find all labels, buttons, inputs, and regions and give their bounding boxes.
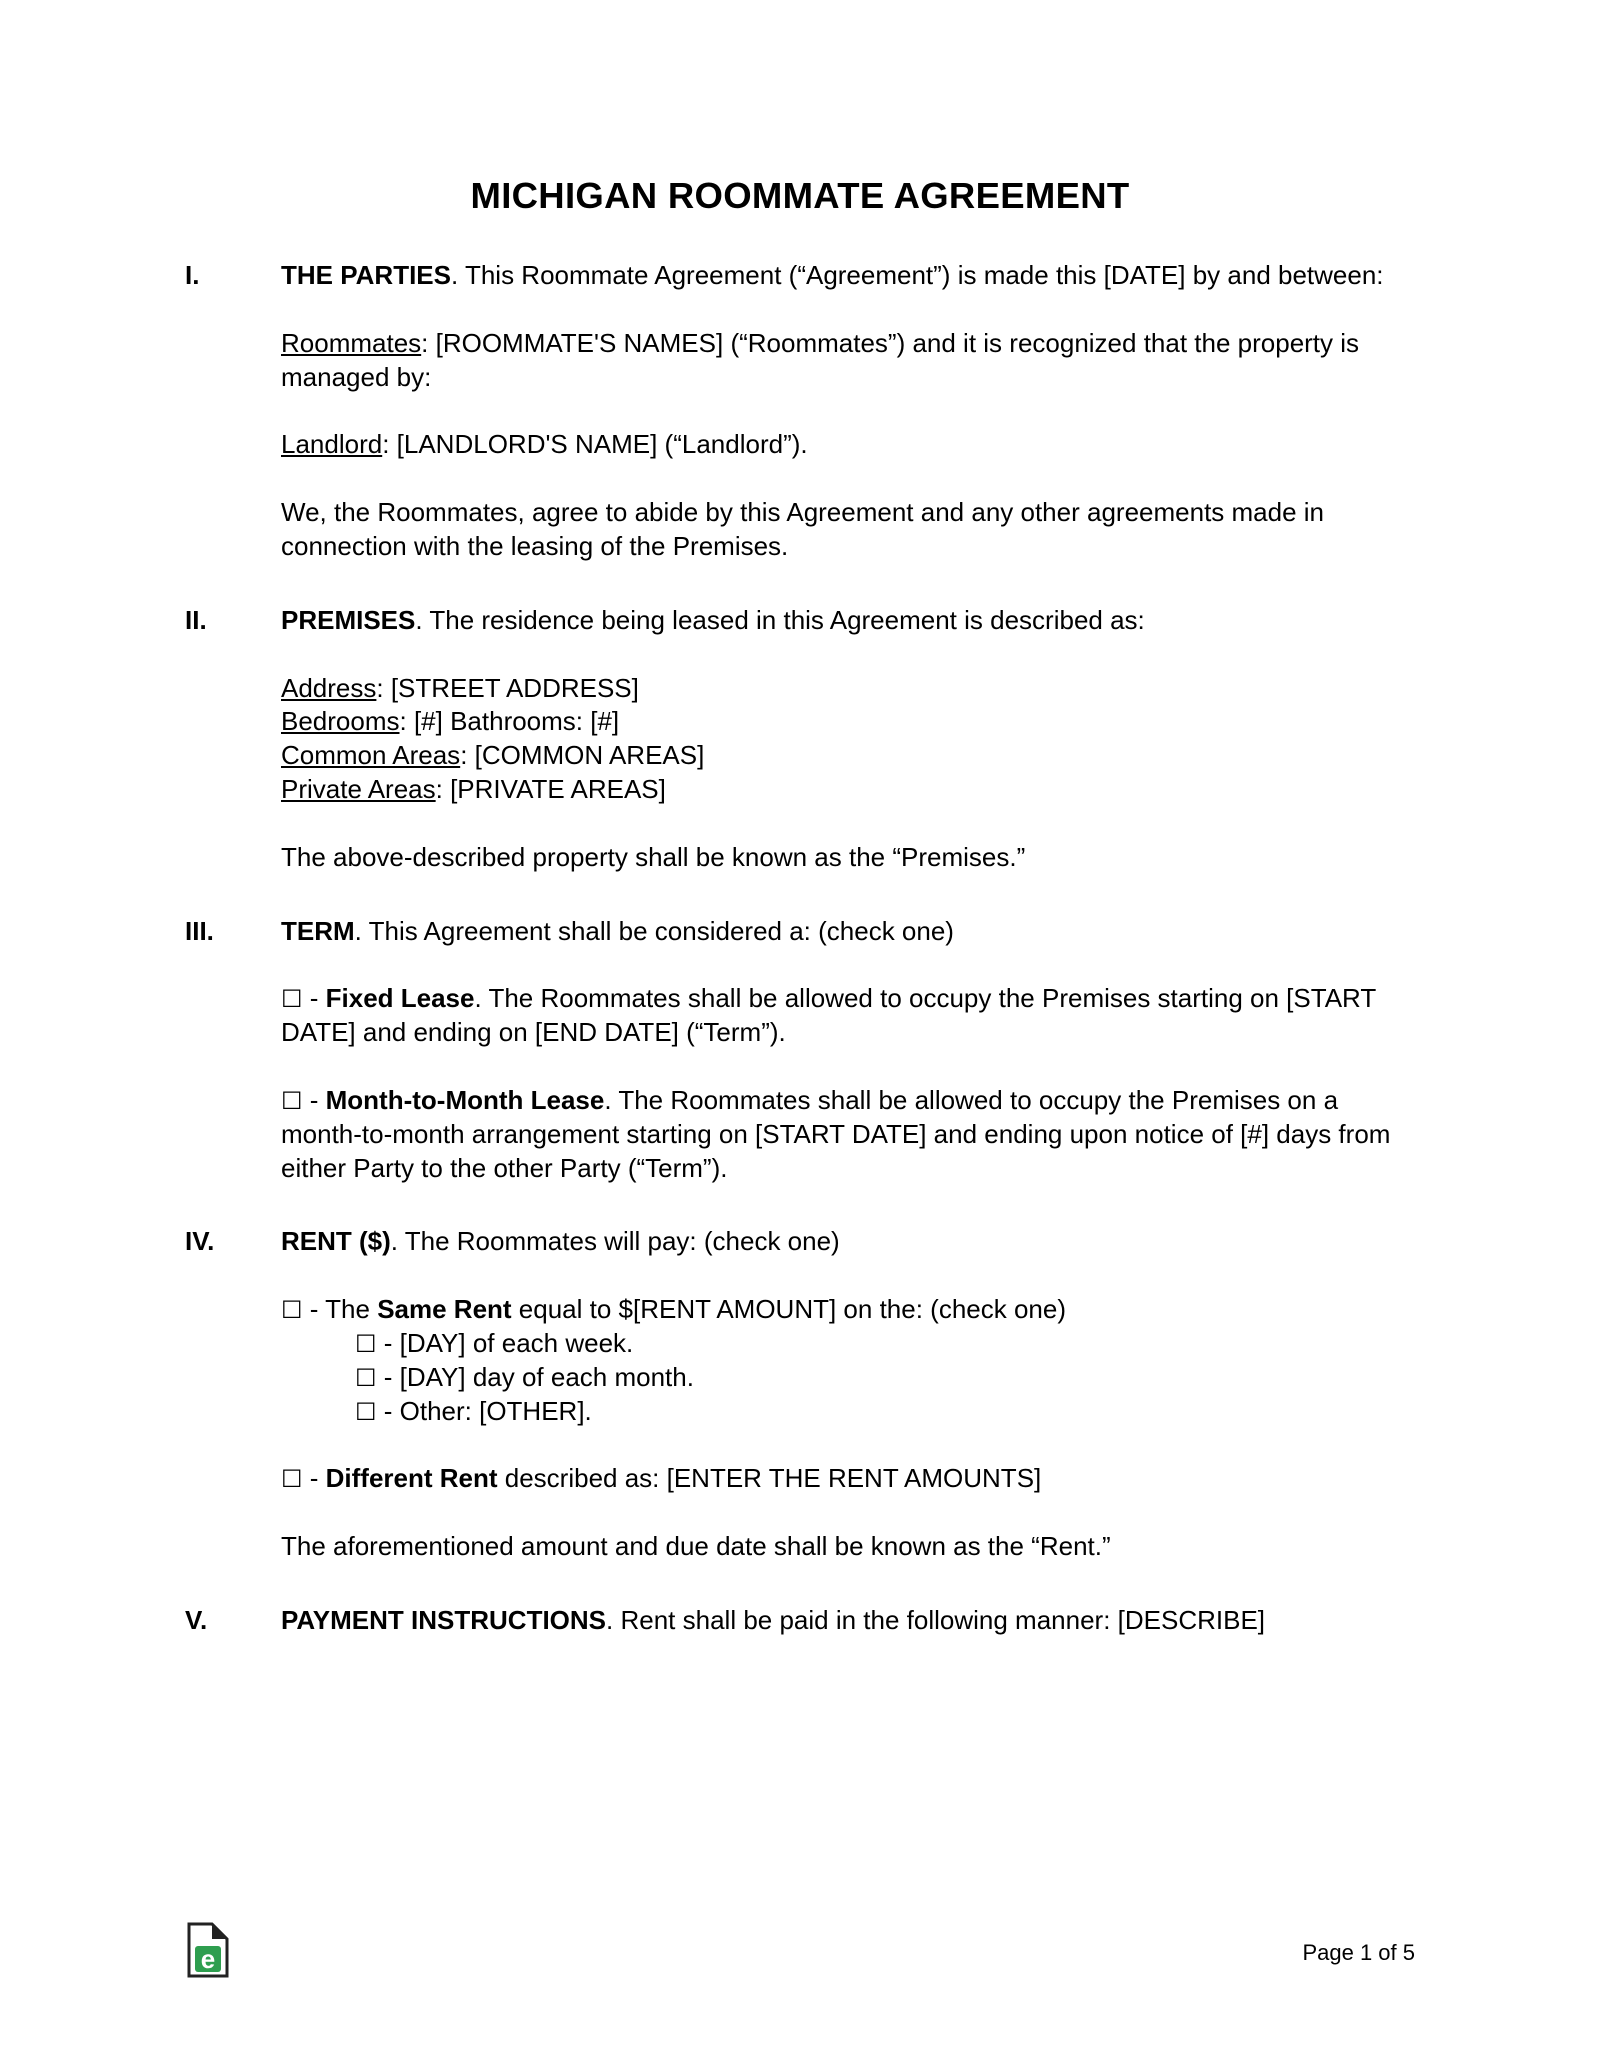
spacer: [185, 394, 1415, 428]
spacer: [185, 638, 1415, 672]
spacer: [185, 807, 1415, 841]
section-heading-term: TERM: [281, 915, 355, 946]
spacer: [185, 1259, 1415, 1293]
section-premises: [185, 604, 1415, 638]
term-option-text-fixed-lease: . The Roommates shall be allowed to occupy the Premises starting on [START DATE] and ending on [END DATE] (“Term”).: [281, 983, 1376, 1048]
roommates-value: : [ROOMMATE'S NAMES] (“Roommates”) and it is recognized that the property is managed by:: [281, 327, 1360, 392]
premises-bedrooms-line: [281, 705, 1415, 739]
rent-suboption-other[interactable]: [355, 1395, 1415, 1429]
rent-same-pre: - The: [302, 1294, 378, 1325]
rent-option-different-rent[interactable]: [281, 1462, 1415, 1496]
page-title: MICHIGAN ROOMMATE AGREEMENT: [470, 175, 1130, 216]
section-body-term: [281, 915, 1415, 949]
section-numeral-iii: III.: [185, 915, 214, 946]
section-heading-premises: PREMISES: [281, 604, 416, 635]
section-the-parties: [185, 259, 1415, 293]
checkbox-fixed-lease[interactable]: ☐: [281, 985, 303, 1014]
spacer: [185, 564, 1415, 604]
section-heading-the-parties: THE PARTIES: [281, 259, 451, 290]
landlord-value: : [LANDLORD'S NAME] (“Landlord”).: [382, 429, 808, 460]
common-areas-value: : [COMMON AREAS]: [460, 740, 705, 771]
page-number: Page 1 of 5: [1302, 1940, 1415, 1965]
section-term-intro: . This Agreement shall be considered a: (check one): [354, 915, 954, 946]
rent-suboption-week-text: - [DAY] of each week.: [376, 1327, 634, 1358]
common-areas-label: Common Areas: [281, 740, 461, 771]
parties-closing-paragraph: We, the Roommates, agree to abide by this Agreement and any other agreements made in connection with the leasing of the Premises.: [281, 497, 1325, 561]
section-premises-intro: . The residence being leased in this Agreement is described as:: [415, 604, 1145, 635]
spacer: [185, 1428, 1415, 1462]
rent-different-post: described as: [ENTER THE RENT AMOUNTS]: [497, 1463, 1042, 1494]
premises-closing-paragraph: The above-described property shall be known as the “Premises.”: [281, 841, 1026, 872]
spacer: [185, 1050, 1415, 1084]
section-heading-rent: RENT ($): [281, 1226, 391, 1257]
rent-different-pre: -: [302, 1463, 326, 1494]
section-numeral-ii: II.: [185, 604, 207, 635]
document-content: [185, 175, 1415, 1638]
section-rent-intro: . The Roommates will pay: (check one): [390, 1226, 840, 1257]
rent-suboption-week[interactable]: [355, 1327, 1415, 1361]
section-heading-payment-instructions: PAYMENT INSTRUCTIONS: [281, 1604, 607, 1635]
checkbox-day-of-each-week[interactable]: ☐: [355, 1329, 377, 1358]
rent-option-label-same-rent: Same Rent: [377, 1294, 512, 1325]
rent-option-label-different-rent: Different Rent: [325, 1463, 498, 1494]
bedrooms-value: : [#] Bathrooms: [#]: [399, 706, 620, 737]
address-label: Address: [281, 672, 377, 703]
private-areas-label: Private Areas: [281, 773, 436, 804]
premises-private-areas-line: [281, 773, 1415, 807]
rent-suboption-month[interactable]: [355, 1361, 1415, 1395]
parties-landlord-line: [281, 428, 1415, 462]
premises-address-line: [281, 672, 1415, 706]
bedrooms-label: Bedrooms: [281, 706, 400, 737]
checkbox-month-to-month-lease[interactable]: ☐: [281, 1086, 303, 1115]
section-body-rent: [281, 1225, 1415, 1259]
spacer: [185, 1185, 1415, 1225]
term-option-fixed-lease[interactable]: [281, 982, 1415, 1050]
address-value: : [STREET ADDRESS]: [376, 672, 639, 703]
section-body-premises: [281, 604, 1415, 638]
rent-suboption-other-text: - Other: [OTHER].: [376, 1395, 592, 1426]
page-footer: [185, 1918, 1415, 1978]
premises-common-areas-line: [281, 739, 1415, 773]
spacer: [185, 948, 1415, 982]
section-term: [185, 915, 1415, 949]
svg-text:e: e: [200, 1944, 216, 1974]
section-payment-intro: . Rent shall be paid in the following manner: [DESCRIBE]: [606, 1604, 1266, 1635]
section-numeral-i: I.: [185, 259, 200, 290]
checkbox-different-rent[interactable]: ☐: [281, 1465, 303, 1494]
spacer: [185, 1496, 1415, 1530]
term-option-dash-1: -: [302, 983, 326, 1014]
checkbox-day-of-each-month[interactable]: ☐: [355, 1363, 377, 1392]
term-option-label-fixed-lease: Fixed Lease: [325, 983, 475, 1014]
section-body-payment-instructions: [281, 1604, 1415, 1638]
section-numeral-v: V.: [185, 1604, 208, 1635]
term-option-text-month-to-month: . The Roommates shall be allowed to occupy the Premises on a month-to-month arrangement starting on [START DATE] and ending upon notice of [#] days from either Party to the other Party (“Term”).: [281, 1084, 1391, 1183]
rent-suboption-month-text: - [DAY] day of each month.: [376, 1361, 694, 1392]
checkbox-same-rent[interactable]: ☐: [281, 1296, 303, 1325]
rent-same-post: equal to $[RENT AMOUNT] on the: (check one): [511, 1294, 1067, 1325]
eforms-logo-icon: [185, 1922, 231, 1978]
landlord-label: Landlord: [281, 429, 383, 460]
private-areas-value: : [PRIVATE AREAS]: [435, 773, 666, 804]
section-body-the-parties: [281, 259, 1415, 293]
checkbox-other[interactable]: ☐: [355, 1397, 377, 1426]
spacer: [185, 462, 1415, 496]
spacer: [185, 875, 1415, 915]
term-option-dash-2: -: [302, 1084, 326, 1115]
term-option-month-to-month[interactable]: [281, 1084, 1415, 1185]
spacer: [185, 293, 1415, 327]
section-numeral-iv: IV.: [185, 1226, 215, 1257]
term-option-label-month-to-month: Month-to-Month Lease: [325, 1084, 605, 1115]
section-the-parties-intro: . This Roommate Agreement (“Agreement”) is made this [DATE] by and between:: [450, 259, 1384, 290]
rent-option-same-rent[interactable]: [281, 1293, 1415, 1327]
section-rent: [185, 1225, 1415, 1259]
roommates-label: Roommates: [281, 327, 422, 358]
rent-closing-paragraph: The aforementioned amount and due date shall be known as the “Rent.”: [281, 1531, 1111, 1562]
section-payment-instructions: [185, 1604, 1415, 1638]
spacer: [185, 1564, 1415, 1604]
parties-roommates-line: [281, 327, 1415, 395]
